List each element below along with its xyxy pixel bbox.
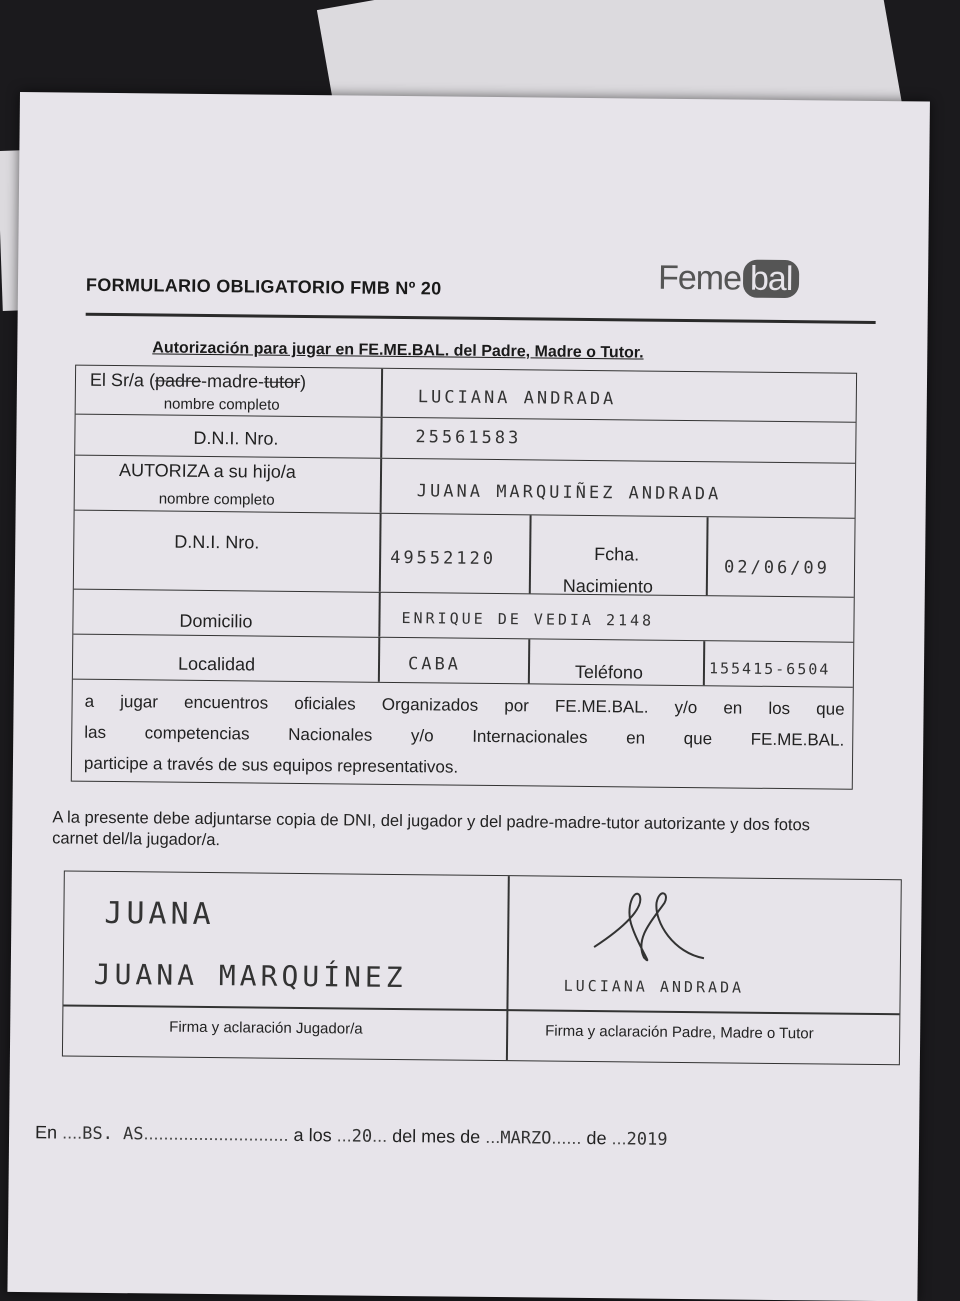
footer-en: En [35,1122,58,1143]
player-signature-caption: Firma y aclaración Jugador/a [169,1018,363,1038]
parent-handwritten-name: LUCIANA ANDRADA [563,976,745,997]
footer-a-los: a los [293,1124,332,1146]
city-value: CABA [407,654,462,675]
paragraph-line-2: las competencias Nacionales y/o Internacionales en que FE.ME.BAL. [84,722,845,750]
birth-label-1: Fcha. [594,544,640,565]
birth-label-2: Nacimiento [562,575,654,597]
parent-name-value: LUCIANA ANDRADA [417,387,617,410]
child-name-row [75,456,856,519]
birth-date-value: 02/06/09 [723,557,831,579]
title-divider [86,313,876,324]
authorization-paragraph [72,680,853,789]
city-row [73,635,853,688]
form-subtitle: Autorización para jugar en FE.ME.BAL. del Padre, Madre o Tutor. [152,339,644,362]
signature-box [62,871,902,1066]
parent-signature-scribble [584,887,715,968]
player-signature: JUANA [104,895,215,933]
address-label: Domicilio [179,610,253,632]
footer-mes: del mes de [392,1125,481,1147]
child-dni-row [74,511,855,598]
phone-value: 155415-6504 [708,659,831,679]
parent-dni-value: 25561583 [415,427,522,449]
authorization-table [71,365,857,790]
form-sheet [7,92,930,1301]
parent-label: El Sr/a (padre-madre-tutor) [89,369,307,393]
date-place-line: En ....BS. AS............................. a los ...20... del mes de ...MARZO...... de ...2019 [35,1122,668,1150]
footer-year: 2019 [626,1129,668,1150]
child-dni-value: 49552120 [390,547,497,570]
child-name-label: nombre completo [158,490,275,509]
footer-month: MARZO [500,1128,552,1149]
child-dni-label: D.N.I. Nro. [174,531,260,553]
parent-name-row [76,366,856,423]
city-label: Localidad [177,653,256,675]
address-row [73,590,853,643]
footer-de: de [586,1127,607,1149]
child-name-value: JUANA MARQUIÑEZ ANDRADA [416,481,722,505]
paragraph-line-3: participe a través de sus equipos representativos. [83,753,459,777]
form-title: FORMULARIO OBLIGATORIO FMB Nº 20 [85,274,442,299]
femebal-logo: Feme bal [658,259,800,299]
paragraph-line-1: a jugar encuentros oficiales Organizados por FE.ME.BAL. y/o en los que [84,691,845,719]
footer-day: 20 [351,1126,373,1147]
dni-label: D.N.I. Nro. [193,427,279,449]
footer-place: BS. AS [82,1123,144,1145]
address-value: ENRIQUE DE VEDIA 2148 [401,609,655,630]
authorizes-label: AUTORIZA a su hijo/a [118,460,296,482]
player-handwritten-name: JUANA MARQUÍNEZ [93,957,407,995]
attachment-notice: A la presente debe adjuntarse copia de DNI, del jugador y del padre-madre-tutor autorizante y dos fotos carnet del/la jugador/a. [52,808,811,850]
phone-label: Teléfono [574,661,644,683]
parent-signature-caption: Firma y aclaración Padre, Madre o Tutor [545,1022,814,1043]
name-label: nombre completo [163,395,280,414]
